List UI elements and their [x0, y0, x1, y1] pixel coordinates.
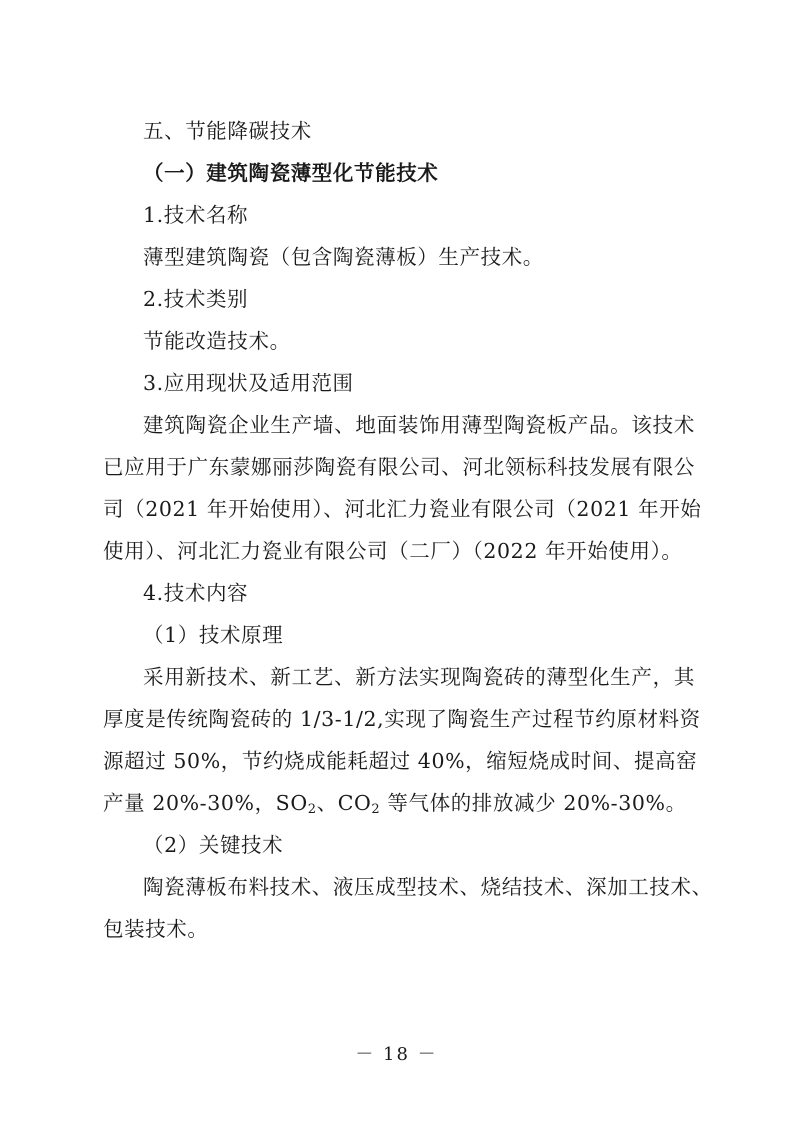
status-line-3: 司（2021 年开始使用）、河北汇力瓷业有限公司（2021 年开始	[103, 497, 702, 521]
principle-line-4-part2: 、CO	[316, 791, 372, 815]
principle-line-1: 采用新技术、新工艺、新方法实现陶瓷砖的薄型化生产，其	[143, 665, 695, 689]
subheading-technology-principle: （1）技术原理	[143, 623, 284, 647]
principle-line-4-part1: 产量 20%-30%，SO	[103, 791, 308, 815]
status-line-1: 建筑陶瓷企业生产墙、地面装饰用薄型陶瓷板产品。该技术	[143, 413, 695, 437]
principle-line-3: 源超过 50%，节约烧成能耗超过 40%，缩短烧成时间、提高窑	[103, 749, 698, 773]
status-line-4: 使用）、河北汇力瓷业有限公司（二厂）（2022 年开始使用）。	[103, 539, 683, 563]
subheading-key-technology: （2）关键技术	[143, 833, 284, 857]
heading-application-status: 3.应用现状及适用范围	[143, 371, 354, 395]
heading-technology-name: 1.技术名称	[143, 203, 249, 227]
heading-technology-category: 2.技术类别	[143, 287, 249, 311]
co2-subscript: 2	[371, 802, 381, 817]
subsection-title: （一）建筑陶瓷薄型化节能技术	[143, 161, 439, 185]
principle-line-2: 厚度是传统陶瓷砖的 1/3-1/2,实现了陶瓷生产过程节约原材料资	[103, 707, 701, 731]
principle-line-4	[103, 790, 687, 823]
status-line-2: 已应用于广东蒙娜丽莎陶瓷有限公司、河北领标科技发展有限公	[103, 455, 695, 479]
principle-line-4-part3: 等气体的排放减少 20%-30%。	[380, 791, 687, 815]
technology-category-text: 节能改造技术。	[143, 329, 291, 353]
key-technology-line-2: 包装技术。	[103, 917, 209, 941]
heading-technology-content: 4.技术内容	[143, 581, 249, 605]
so2-subscript: 2	[307, 802, 317, 817]
key-technology-line-1: 陶瓷薄板布料技术、液压成型技术、烧结技术、深加工技术、	[143, 875, 713, 899]
page-number: － 18 －	[355, 1044, 438, 1065]
section-title: 五、节能降碳技术	[143, 119, 312, 143]
technology-name-text: 薄型建筑陶瓷（包含陶瓷薄板）生产技术。	[143, 245, 544, 269]
